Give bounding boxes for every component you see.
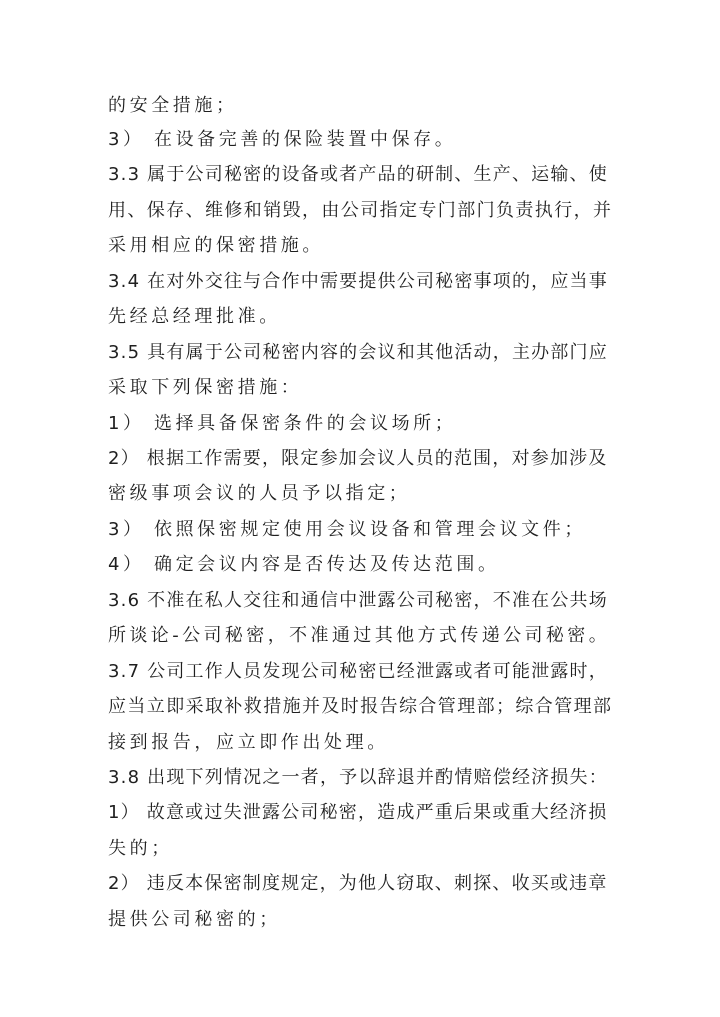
text-line: 的安全措施； [108,95,238,116]
text-line: 用、保存、维修和销毁，由公司指定专门部门负责执行，并 [108,200,613,221]
text-line: 4） 确定会议内容是否传达及传达范围。 [108,554,500,575]
text-line: 3.7 公司工作人员发现公司秘密已经泄露或者可能泄露时， [108,661,608,682]
text-line: 2） 根据工作需要，限定参加会议人员的范围，对参加涉及 [108,448,608,469]
text-line: 1） 故意或过失泄露公司秘密，造成严重后果或重大经济损 [108,802,608,823]
text-line: 3） 依照保密规定使用会议设备和管理会议文件； [108,519,586,540]
text-line: 3.6 不准在私人交往和通信中泄露公司秘密，不准在公共场 [108,590,608,611]
text-line: 采取下列保密措施： [108,377,303,398]
text-line: 提供公司秘密的； [108,909,281,930]
text-line: 应当立即采取补救措施并及时报告综合管理部；综合管理部 [108,696,613,717]
text-line: 3） 在设备完善的保险装置中保存。 [108,129,457,150]
text-line: 3.3 属于公司秘密的设备或者产品的研制、生产、运输、使 [108,164,608,185]
text-line: 密级事项会议的人员予以指定； [108,483,411,504]
text-line: 2） 违反本保密制度规定，为他人窃取、刺探、收买或违章 [108,873,608,894]
text-line: 3.4 在对外交往与合作中需要提供公司秘密事项的，应当事 [108,271,608,292]
text-line: 失的； [108,838,173,859]
text-line: 3.8 出现下列情况之一者，予以辞退并酌情赔偿经济损失： [108,767,608,788]
text-line: 1） 选择具备保密条件的会议场所； [108,413,457,434]
text-line: 接到报告，应立即作出处理。 [108,732,389,753]
text-line: 3.5 具有属于公司秘密内容的会议和其他活动，主办部门应 [108,342,608,363]
text-line: 采用相应的保密措施。 [108,235,324,256]
text-line: 所谈论-公司秘密，不准通过其他方式传递公司秘密。 [108,625,611,646]
text-line: 先经总经理批准。 [108,306,281,327]
